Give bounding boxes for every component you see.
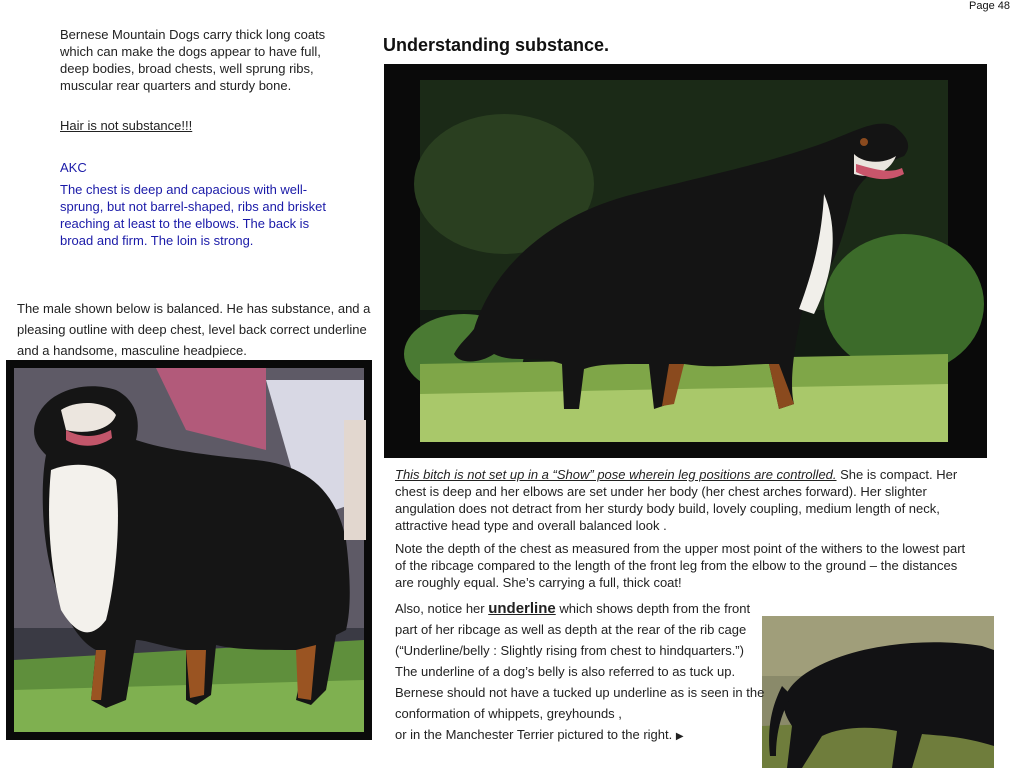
hair-note: Hair is not substance!!! <box>60 118 193 133</box>
underline-paragraph <box>395 598 765 747</box>
page-title: Understanding substance. <box>383 35 610 55</box>
underline-intro: Also, notice her <box>395 601 489 616</box>
manchester-terrier-reference: or in the Manchester Terrier pictured to the right. <box>395 727 673 742</box>
bitch-description-rest: She is compact. Her chest is deep and her elbows are set under her body (her chest arches forward). Her slighter angulation does not detract from her sturdy body build, lovely coupling, medium length of neck, attractive head type and overall balanced look . <box>395 467 958 533</box>
underline-explanation: which shows depth from the front part of her ribcage as well as depth at the rear of the rib cage (“Underline/belly : Slightly rising from chest to hindquarters.”) <box>395 601 751 658</box>
male-photo <box>6 360 372 740</box>
male-caption: The male shown below is balanced. He has substance, and a pleasing outline with deep chest, level back correct underline and a handsome, masculine headpiece. <box>17 301 371 358</box>
bitch-description-lead: This bitch is not set up in a “Show” pose wherein leg positions are controlled. <box>395 467 837 482</box>
bitch-description <box>395 466 975 534</box>
akc-standard-text: The chest is deep and capacious with well-sprung, but not barrel-shaped, ribs and brisket reaching at least to the elbows. The back is broad and firm. The loin is strong. <box>60 182 326 248</box>
tucked-up-comparison: Bernese should not have a tucked up underline as is seen in the conformation of whippets, greyhounds , <box>395 685 765 721</box>
page-number: Page 48 <box>969 0 1010 12</box>
akc-label: AKC <box>60 160 87 175</box>
chest-depth-note: Note the depth of the chest as measured from the upper most point of the withers to the lowest part of the ribcage compared to the length of the front leg from the elbow to the ground – the distances are roughly equal. She’s carrying a full, thick coat! <box>395 541 966 590</box>
triangle-right-icon: ▶ <box>675 731 684 742</box>
bitch-photo <box>384 64 987 458</box>
tuck-up-note: The underline of a dog’s belly is also referred to as tuck up. <box>395 664 736 679</box>
intro-paragraph: Bernese Mountain Dogs carry thick long coats which can make the dogs appear to have full, deep bodies, broad chests, well sprung ribs, muscular rear quarters and sturdy bone. <box>60 27 326 93</box>
manchester-terrier-photo <box>762 616 994 768</box>
underline-keyword: underline <box>488 600 556 617</box>
